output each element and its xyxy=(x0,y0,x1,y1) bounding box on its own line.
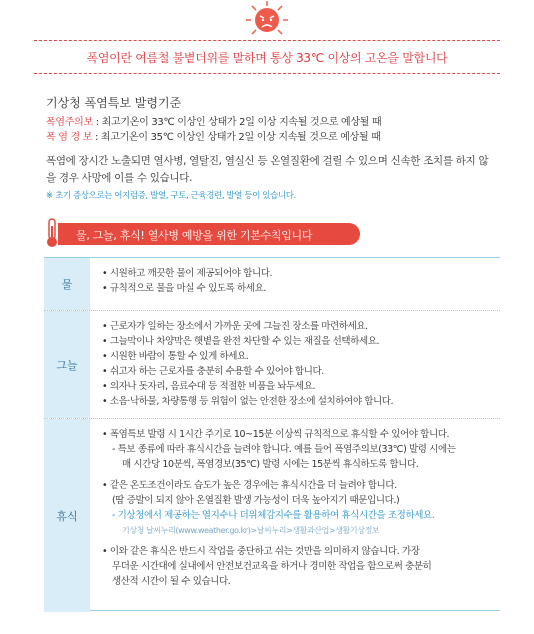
warning-label: 폭 염 경 보 xyxy=(46,132,93,143)
rules-title: 물, 그늘, 휴식! 열사병 예방을 위한 기본수칙입니다 xyxy=(76,229,313,242)
rule-subitem: 무더운 시간대에 실내에서 안전보건교육을 하거나 경미한 작업을 함으로써 충분히 xyxy=(112,561,432,572)
rule-subitem: (땀 증발이 되지 않아 온열질환 발생 가능성이 더욱 높아지기 때문입니다.) xyxy=(112,495,400,506)
symptom-note: ※ 초기 증상으로는 어지럼증, 발열, 구토, 근육경련, 발열 등이 있습니다. xyxy=(46,191,296,201)
rule-subitem-highlight: - 기상청에서 제공하는 열지수나 더위체감지수를 활용하여 휴식시간을 조정하세요. xyxy=(112,510,435,521)
warning-criterion xyxy=(46,128,381,143)
rule-item: • 같은 온도조건이라도 습도가 높은 경우에는 휴식시간을 더 늘려야 합니다. xyxy=(102,480,397,491)
rules-banner xyxy=(58,223,360,245)
rule-row-shade xyxy=(44,310,500,418)
sun-icon xyxy=(244,0,290,40)
headline-box xyxy=(34,40,500,74)
rule-row-water xyxy=(44,258,500,310)
headline: 폭염이란 여름철 불볕더위를 말하며 통상 33℃ 이상의 고온을 말합니다 xyxy=(86,51,448,65)
rule-item: • 시원하고 깨끗한 물이 제공되어야 합니다. xyxy=(102,268,273,279)
rule-item: • 규칙적으로 물을 마실 수 있도록 하세요. xyxy=(102,283,266,294)
advisory-label: 폭염주의보 xyxy=(46,117,93,128)
rule-items xyxy=(102,427,496,589)
rule-item: • 폭염특보 발령 시 1시간 주기로 10~15분 이상씩 규칙적으로 휴식할 수 있어야 합니다. xyxy=(102,429,450,440)
rule-subitem: - 특보 종류에 따라 휴식시간을 늘려야 합니다. 예를 들어 폭염주의보(33℃) 발령 시에는 xyxy=(112,444,456,455)
warning-text: : 최고기온이 35℃ 이상인 상태가 2일 이상 지속될 것으로 예상될 때 xyxy=(92,132,381,143)
rule-items xyxy=(102,319,496,409)
rule-category: 물 xyxy=(44,258,90,310)
rule-category: 그늘 xyxy=(44,311,90,418)
rule-item: • 그늘막이나 차양막은 햇볕을 완전 차단할 수 있는 재질을 선택하세요. xyxy=(102,336,380,347)
rule-items xyxy=(102,266,496,296)
advisory-criterion xyxy=(46,113,381,128)
rule-category: 휴식 xyxy=(44,419,90,612)
rule-item: • 의자나 돗자리, 음료수대 등 적절한 비품을 놔두세요. xyxy=(102,381,316,392)
rule-item: • 쉬고자 하는 근로자를 충분히 수용할 수 있어야 합니다. xyxy=(102,366,324,377)
thermometer-icon xyxy=(44,218,60,248)
rule-subitem: 생산적 시간이 될 수 있습니다. xyxy=(112,576,231,587)
rule-item: • 이와 같은 휴식은 반드시 작업을 중단하고 쉬는 것만을 의미하지 않습니다. 가장 xyxy=(102,546,420,557)
rule-item: • 근로자가 일하는 장소에서 가까운 곳에 그늘진 장소를 마련하세요. xyxy=(102,321,368,332)
rule-item: • 시원한 바람이 통할 수 있게 하세요. xyxy=(102,351,249,362)
rule-item: • 소음·낙하물, 차량통행 등 위험이 없는 안전한 장소에 설치하여야 합니다. xyxy=(102,396,394,407)
rule-subitem: 매 시간당 10분씩, 폭염경보(35℃) 발령 시에는 15분씩 휴식하도록 합니다. xyxy=(122,459,419,470)
heat-risk-paragraph: 폭염에 장시간 노출되면 열사병, 열탈진, 열실신 등 온열질환에 걸릴 수 있으며 신속한 조치를 하지 않을 경우 사망에 이를 수 있습니다. xyxy=(46,155,489,184)
advisory-text: : 최고기온이 33℃ 이상인 상태가 2일 이상 지속될 것으로 예상될 때 xyxy=(92,117,382,128)
weather-link-path: 기상청 날씨누리(www.weather.go.kr)>날씨누리>생활과산업>생활기상정보 xyxy=(122,526,380,535)
prevention-rules-table xyxy=(44,257,500,611)
rule-row-rest xyxy=(44,418,500,612)
criteria-title: 기상청 폭염특보 발령기준 xyxy=(46,96,182,110)
